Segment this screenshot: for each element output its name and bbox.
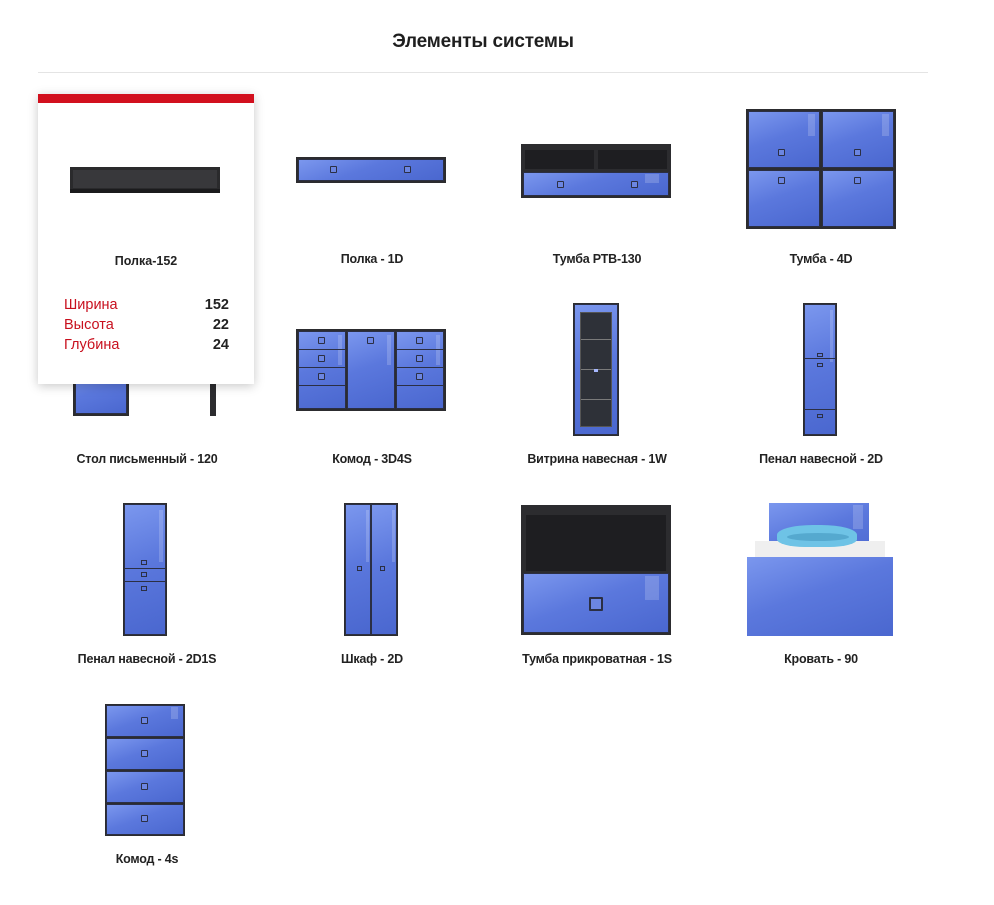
- product-card-vitrina-navesnaya-1w[interactable]: [497, 312, 697, 502]
- product-name: Кровать - 90: [784, 652, 858, 666]
- product-card-krovat-90[interactable]: [721, 512, 921, 702]
- product-name: Пенал навесной - 2D1S: [77, 652, 217, 666]
- product-card-penal-navesnoy-2d1s[interactable]: [47, 512, 247, 702]
- tall-cabinet-drawer-image: [123, 503, 167, 636]
- dresser-image: [296, 329, 446, 411]
- product-name: Стол письменный - 120: [76, 452, 218, 466]
- wall-shelf-door-image: [296, 157, 446, 183]
- spec-value: 24: [212, 337, 229, 353]
- title-divider: [38, 72, 928, 73]
- product-name: Комод - 3D4S: [332, 452, 412, 466]
- product-name: Витрина навесная - 1W: [527, 452, 667, 466]
- product-name: Пенал навесной - 2D: [759, 452, 883, 466]
- spec-label: Глубина: [64, 337, 120, 353]
- chest-of-drawers-image: [105, 704, 185, 836]
- glass-cabinet-image: [573, 303, 619, 436]
- product-name: Тумба - 4D: [789, 252, 853, 266]
- page-title: Элементы системы: [392, 31, 574, 52]
- tall-cabinet-image: [803, 303, 837, 436]
- product-card-komod-4s[interactable]: [47, 712, 247, 902]
- spec-label: Высота: [64, 317, 114, 333]
- popup-product-name: Полка-152: [114, 254, 178, 268]
- product-name: Тумба прикроватная - 1S: [522, 652, 672, 666]
- tv-stand-image: [521, 144, 671, 198]
- product-card-komod-3d4s[interactable]: [272, 312, 472, 502]
- nightstand-image: [521, 505, 671, 635]
- product-name: Тумба РТВ-130: [552, 252, 642, 266]
- product-card-shkaf-2d[interactable]: [272, 512, 472, 702]
- bed-image: [747, 503, 893, 636]
- spec-row-height: [64, 317, 229, 337]
- open-shelf-image: [70, 167, 220, 193]
- product-card-tumba-prikrovatnaya-1s[interactable]: [497, 512, 697, 702]
- spec-value: 22: [212, 317, 229, 333]
- spec-value: 152: [204, 297, 229, 313]
- four-door-cabinet-image: [746, 109, 896, 229]
- popup-accent-bar: [38, 94, 254, 103]
- product-name: Комод - 4s: [115, 852, 179, 866]
- product-card-tumba-rtv-130[interactable]: [497, 112, 697, 302]
- product-name: Полка - 1D: [340, 252, 404, 266]
- product-card-penal-navesnoy-2d[interactable]: [721, 312, 921, 502]
- product-card-polka-1d[interactable]: [272, 112, 472, 302]
- spec-row-width: [64, 297, 229, 317]
- product-name: Шкаф - 2D: [341, 652, 403, 666]
- product-popup-card[interactable]: [38, 94, 254, 384]
- product-card-tumba-4d[interactable]: [721, 112, 921, 302]
- spec-label: Ширина: [64, 297, 118, 313]
- wardrobe-image: [344, 503, 398, 636]
- spec-row-depth: [64, 337, 229, 357]
